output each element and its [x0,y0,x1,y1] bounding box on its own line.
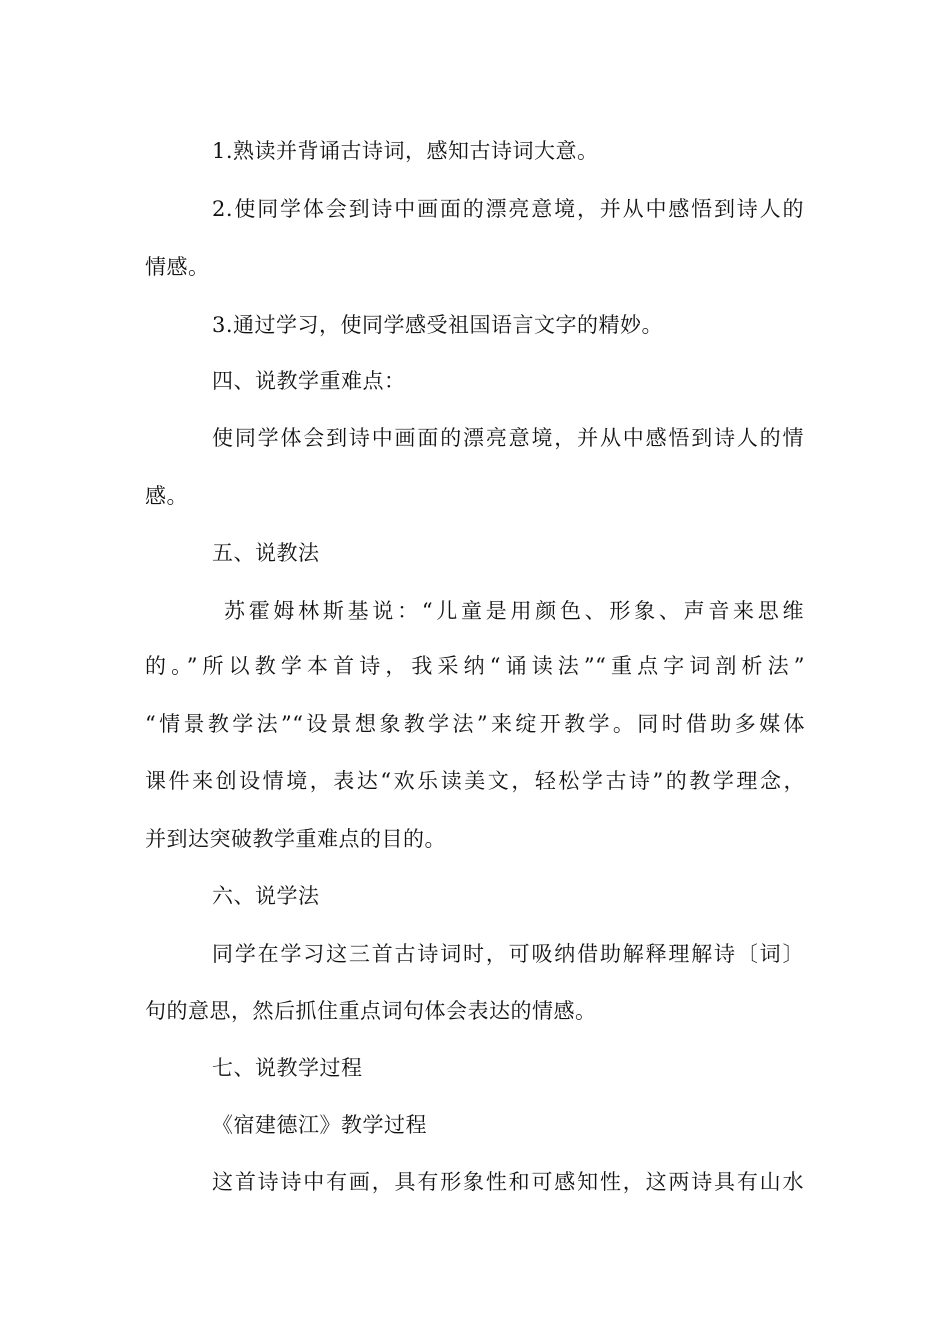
objective-2-line-2: 情感。 [145,255,210,279]
teaching-methods-line-4: 课件来创设情境，表达“欢乐读美文，轻松学古诗”的教学理念， [145,769,805,793]
section-heading-key-points: 四、说教学重难点： [212,369,406,393]
subsection-heading-poem: 《宿建德江》教学过程 [212,1113,427,1137]
teaching-methods-line-5: 并到达突破教学重难点的目的。 [145,827,446,851]
teaching-methods-line-2: 的。”所以教学本首诗，我采纳“诵读法”“重点字词剖析法” [145,654,805,678]
key-points-line-1: 使同学体会到诗中画面的漂亮意境，并从中感悟到诗人的情 [212,426,804,450]
objective-3: 3.通过学习，使同学感受祖国语言文字的精妙。 [212,313,664,337]
key-points-line-2: 感。 [145,484,188,508]
section-heading-learning-methods: 六、说学法 [212,884,320,908]
objective-2-line-1: 2.使同学体会到诗中画面的漂亮意境，并从中感悟到诗人的 [212,197,804,221]
learning-methods-line-1: 同学在学习这三首古诗词时，可吸纳借助解释理解诗〔词〕 [212,942,804,966]
section-heading-teaching-methods: 五、说教法 [212,541,320,565]
teaching-process-line-1: 这首诗诗中有画，具有形象性和可感知性，这两诗具有山水 [212,1170,804,1194]
section-heading-teaching-process: 七、说教学过程 [212,1056,363,1080]
objective-1: 1.熟读并背诵古诗词，感知古诗词大意。 [212,139,599,163]
learning-methods-line-2: 句的意思，然后抓住重点词句体会表达的情感。 [145,999,597,1023]
teaching-methods-line-3: “情景教学法”“设景想象教学法”来绽开教学。同时借助多媒体 [145,712,805,736]
teaching-methods-line-1: 苏霍姆林斯基说：“儿童是用颜色、形象、声音来思维 [224,599,804,623]
